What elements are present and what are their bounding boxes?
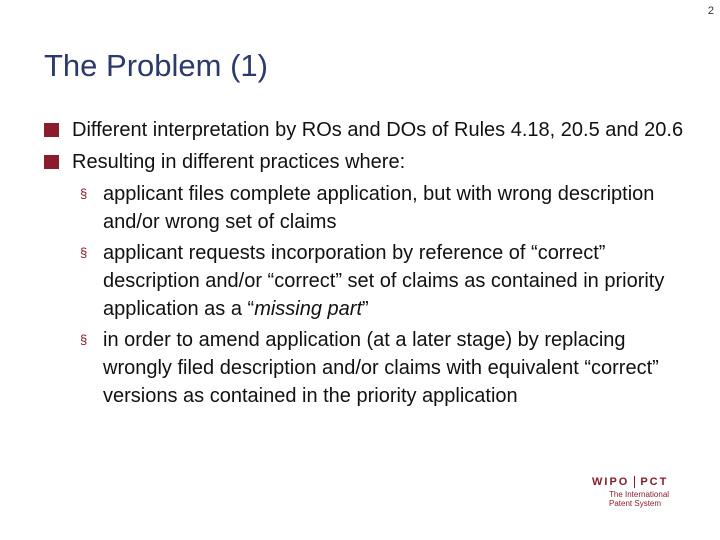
section-sign-bullet-icon: § bbox=[80, 245, 88, 260]
sub-bullet-item bbox=[44, 239, 684, 323]
bullet-item bbox=[44, 148, 684, 176]
logo-divider bbox=[634, 476, 635, 488]
section-sign-bullet-icon: § bbox=[80, 186, 88, 201]
sub-bullet-text: applicant requests incorporation by reference of “correct” description and/or “correct” set of claims as contained in priority application as a “ bbox=[103, 242, 665, 320]
bullet-text: Different interpretation by ROs and DOs of Rules 4.18, 20.5 and 20.6 bbox=[72, 119, 684, 141]
missing-part-emphasis: missing part bbox=[254, 298, 363, 320]
sub-bullet-text-end: ” bbox=[362, 298, 369, 320]
slide-number: 2 bbox=[707, 5, 714, 17]
logo-wordmark bbox=[592, 476, 682, 488]
slide-body bbox=[44, 116, 684, 410]
bullet-text: Resulting in different practices where: bbox=[72, 151, 406, 173]
logo-wipo: WIPO bbox=[592, 476, 630, 488]
sub-bullet-text: in order to amend application (at a later stage) by replacing wrongly filed description and/or claims with equivalent “correct” versions as contained in the priority application bbox=[103, 329, 659, 407]
sub-bullet-text: applicant files complete application, but with wrong description and/or wrong set of claims bbox=[103, 183, 655, 233]
square-bullet-icon bbox=[44, 155, 59, 169]
logo-tagline-line-2: Patent System bbox=[609, 499, 662, 508]
square-bullet-icon bbox=[44, 123, 59, 137]
logo-tagline-line-1: The International bbox=[609, 490, 670, 499]
bullet-item bbox=[44, 116, 684, 144]
section-sign-bullet-icon: § bbox=[80, 332, 88, 347]
sub-bullet-item bbox=[44, 326, 684, 410]
slide-title: The Problem (1) bbox=[44, 48, 268, 83]
sub-bullet-item bbox=[44, 180, 684, 236]
wipo-pct-logo bbox=[592, 476, 682, 508]
logo-pct: PCT bbox=[640, 476, 669, 488]
logo-tagline bbox=[609, 490, 682, 508]
